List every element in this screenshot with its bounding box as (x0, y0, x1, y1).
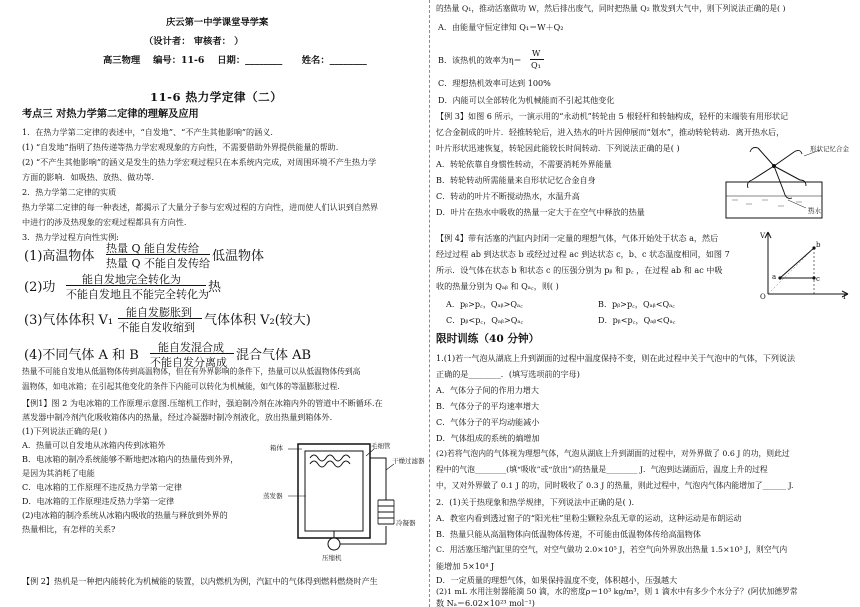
li1-line: 是因为其消耗了电能 (22, 468, 95, 478)
li3-line: C．转动的叶片不断搅动热水，水温升高 (436, 191, 580, 201)
practice-line: 程中的气泡________(填“吸收”或“放出”)的热量是________ J．气泡到达湖面后，温度上升的过程 (436, 465, 768, 474)
example4-post: 混合气体 AB (236, 348, 312, 363)
example3-pre: (3)气体体积 V₁ (24, 313, 114, 328)
example3-bottom: 不能自发收缩到 (118, 321, 195, 334)
school-title: 庆云第一中学课堂导学案 (166, 17, 269, 28)
practice-line: C．气体分子的平均动能减小 (436, 417, 540, 427)
graph-label-b: b (816, 241, 821, 249)
li1-line: C．电冰箱的工作原理不违反热力学第一定律 (22, 482, 182, 492)
li3-line: B．转轮转动所需能量来自形状记忆合金自身 (436, 175, 596, 185)
li2-option-c: C．理想热机效率可达到 100% (438, 78, 551, 88)
note-line: 热量不可能自发地从低温物体传到高温物体，但在有外界影响的条件下，热量可以从低温物体传到高 (22, 367, 361, 376)
section-line: 1．在热力学第二定律的表述中，“自发地”、“不产生其他影响”的涵义. (22, 127, 273, 137)
example2-arrow (66, 271, 209, 301)
example1-top: 热量 Q 能自发传给 (106, 242, 200, 255)
li1-line: (1)下列说法正确的是( ) (22, 426, 108, 436)
practice-heading: 限时训练（40 分钟） (436, 333, 540, 345)
li2-line: 【例 2】热机是一种把内能转化为机械能的装置，以内燃机为例，汽缸中的气体得到燃料燃烧时产生 (22, 576, 378, 586)
li3-line: D．叶片在热水中吸收的热量一定大于在空气中释放的热量 (436, 207, 645, 217)
li3-line: 叶片形状迅速恢复，转轮因此能较长时间转动．下列说法正确的是( ) (436, 143, 680, 153)
efficiency-fraction (530, 48, 544, 72)
section-line: 2．热力学第二定律的实质 (22, 187, 117, 197)
section-line: (2) “不产生其他影响”的涵义是发生的热力学宏观过程只在本系统内完成，对周围环境不产生热力学 (22, 157, 377, 167)
vt-graph (758, 228, 854, 300)
example4-top: 能自发混合成 (158, 341, 224, 354)
lesson-title: 11-6 热力学定律（二） (150, 90, 283, 104)
fig6-label-alloy: 形状记忆合金 (810, 145, 849, 153)
li2-option-a: A．由能量守恒定律知 Q₁＝W＋Q₂ (438, 22, 564, 32)
example1-pre: (1)高温物体 (24, 249, 95, 264)
li4-line: 经过过程 ab 到达状态 b 或经过过程 ac 到达状态 c，b、c 状态温度相同，如图 7 (436, 249, 730, 259)
fraction-numerator: W (532, 48, 541, 58)
fig-label-box: 箱体 (270, 444, 283, 452)
fig-label-capillary: 毛细管 (371, 442, 391, 450)
practice-line: B．热量只能从高温物体向低温物体传递，不可能由低温物体传给高温物体 (436, 529, 701, 539)
section-heading: 考点三 对热力学第二定律的理解及应用 (22, 108, 199, 120)
li4-line: 收的热量分别为 Qₐᵦ 和 Qₐ꜀，则( ) (436, 281, 559, 291)
li1-line: D．电冰箱的工作原理违反热力学第一定律 (22, 496, 175, 506)
info-line: 高三物理 编号：11-6 日期：________ 姓名：________ (103, 55, 367, 66)
example2-top: 能自发地完全转化为 (82, 273, 181, 286)
example4-arrow (150, 339, 234, 367)
practice-line: 2．(1)关于热现象和热学规律，下列说法中正确的是( ). (436, 497, 635, 507)
practice-line: C．用活塞压缩汽缸里的空气，对空气做功 2.0×10⁵ J，若空气向外界放出热量 1.5×10⁵ J，则空气内 (436, 545, 788, 554)
practice-line: 中，又对外界做了 0.1 J 的功，同时吸收了 0.3 J 的热量，则此过程中，气泡内气体内能增加了______ J. (436, 481, 794, 490)
practice-line: 能增加 5×10⁴ J (436, 561, 495, 571)
example1-post: 低温物体 (212, 249, 265, 264)
practice-line: 正确的是________．(填写选项前的字母) (436, 369, 580, 379)
practice-line: (2)1 mL 水用注射器能滴 50 滴，水的密度ρ＝10³ kg/m³，则 1 滴水中有多少个水分子？(阿伏加德罗常 (436, 587, 798, 596)
li4-option: A．pᵦ>p꜀，Qₐᵦ>Qₐ꜀ (446, 299, 523, 309)
section-line: (1) “自发地”指明了热传递等热力学宏观现象的方向性，不需要借助外界提供能量的帮助. (22, 142, 339, 152)
li1-line: A．热量可以自发地从冰箱内传到冰箱外 (22, 440, 166, 450)
practice-line: A．教室内看到透过窗子的“阳光柱”里粉尘颗粒杂乱无章的运动，这种运动是布朗运动 (436, 513, 742, 523)
graph-label-a: a (772, 273, 777, 281)
li1-line: 热量相比，有怎样的关系? (22, 524, 116, 534)
fig6-label-water: 热水 (808, 207, 821, 215)
li2-option-d: D．内能可以全部转化为机械能而不引起其他变化 (438, 95, 615, 105)
section-line: 方面的影响．如吸热、放热、做功等. (22, 172, 155, 182)
designer-line: （设计者： 审核者： ） (144, 36, 244, 47)
example4-pre: (4)不同气体 A 和 B (24, 348, 139, 363)
fig-label-evap: 蒸发器 (263, 492, 283, 500)
li4-option: D．pᵦ<p꜀，Qₐᵦ<Qₐ꜀ (598, 315, 676, 325)
li4-option: C．pᵦ<p꜀，Qₐᵦ>Qₐ꜀ (446, 315, 524, 325)
left-column (0, 0, 426, 607)
example3-top: 能自发膨胀到 (126, 306, 192, 319)
fraction-denominator: Q₁ (531, 60, 541, 70)
li1-line: B．电冰箱的制冷系统能够不断地把冰箱内的热量传到外界， (22, 454, 239, 464)
example2-pre: (2)功 (24, 280, 56, 295)
practice-line: 数 Nₐ＝6.02×10²³ mol⁻¹) (436, 598, 535, 607)
fig-label-condenser: 冷凝器 (396, 519, 416, 527)
li4-option: B．pᵦ>p꜀，Qₐᵦ<Qₐ꜀ (598, 299, 676, 309)
section-line: 3．热力学过程方向性实例: (22, 232, 119, 242)
li2-cont: 的热量 Q₁，推动活塞做功 W，然后排出废气，同时把热量 Q₂ 散发到大气中，则下列说法正确的是( ) (436, 4, 786, 13)
li3-line: 忆合金制成的叶片．轻推转轮后，进入热水的叶片因伸展而“划水”，推动转轮转动．离开热水后， (436, 127, 785, 137)
li4-line: 【例 4】带有活塞的汽缸内封闭一定量的理想气体，气体开始处于状态 a，然后 (436, 233, 719, 243)
fig-label-compressor: 压缩机 (322, 554, 342, 562)
practice-line: D．一定质量的理想气体，如果保持温度不变，体积越小，压强越大 (436, 575, 678, 585)
practice-line: A．气体分子间的作用力增大 (436, 385, 539, 395)
example2-bottom: 不能自发地且不能完全转化为 (66, 288, 209, 301)
li1-line: (2)电冰箱的制冷系统从冰箱内吸收的热量与释放到外界的 (22, 510, 228, 520)
example1-bottom: 热量 Q 不能自发传给 (106, 257, 211, 270)
section-line: 热力学第二定律的每一种表述，都揭示了大量分子参与宏观过程的方向性，进而使人们认识到自然界 (22, 202, 379, 212)
example1-arrow (106, 240, 210, 268)
graph-label-o: O (760, 293, 766, 301)
li1-line: 【例1】图 2 为电冰箱的工作原理示意图.压缩机工作时，强迫制冷剂在冰箱内外的管道中不断循环.在 (22, 398, 383, 408)
fig-label-filter: 干燥过滤器 (392, 457, 425, 465)
li2-option-b: B．该热机的效率为η＝ (438, 55, 522, 65)
note-line: 温物体，如电冰箱；在引起其他变化的条件下内能可以转化为机械能，如气体的等温膨胀过程. (22, 382, 340, 391)
graph-label-c: c (816, 275, 820, 283)
li3-line: A．转轮依靠自身惯性转动，不需要消耗外界能量 (436, 159, 612, 169)
column-divider (429, 0, 430, 607)
example3-post: 气体体积 V₂(较大) (204, 313, 311, 328)
section-line: 中进行的涉及热现象的宏观过程都具有方向性. (22, 217, 187, 227)
practice-line: (2)若将气泡内的气体视为理想气体，气泡从湖底上升到湖面的过程中，对外界做了 0.6 J 的功，则此过 (436, 449, 790, 458)
graph-label-t: T (842, 293, 847, 301)
right-column (432, 0, 858, 607)
li3-line: 【例 3】如图 6 所示，一演示用的“永动机”转轮由 5 根轻杆和转轴构成，轻杆的末端装有用形状记 (436, 111, 789, 121)
practice-line: B．气体分子的平均速率增大 (436, 401, 540, 411)
example2-post: 热 (208, 280, 222, 295)
example4-bottom: 不能自发分离成 (150, 356, 227, 369)
li4-line: 所示．设气体在状态 b 和状态 c 的压强分别为 pᵦ 和 p꜀ ，在过程 ab 和 ac 中吸 (436, 265, 723, 275)
example3-arrow (118, 304, 202, 332)
graph-label-v: V (760, 232, 766, 240)
practice-line: D．气体组成的系统的熵增加 (436, 433, 540, 443)
li1-line: 蒸发器中制冷剂汽化吸收箱体内的热量，经过冷凝器时制冷剂液化，放出热量到箱体外. (22, 412, 333, 422)
practice-line: 1.(1)若一气泡从湖底上升到湖面的过程中温度保持不变，则在此过程中关于气泡中的气体，下列说法 (436, 353, 796, 363)
